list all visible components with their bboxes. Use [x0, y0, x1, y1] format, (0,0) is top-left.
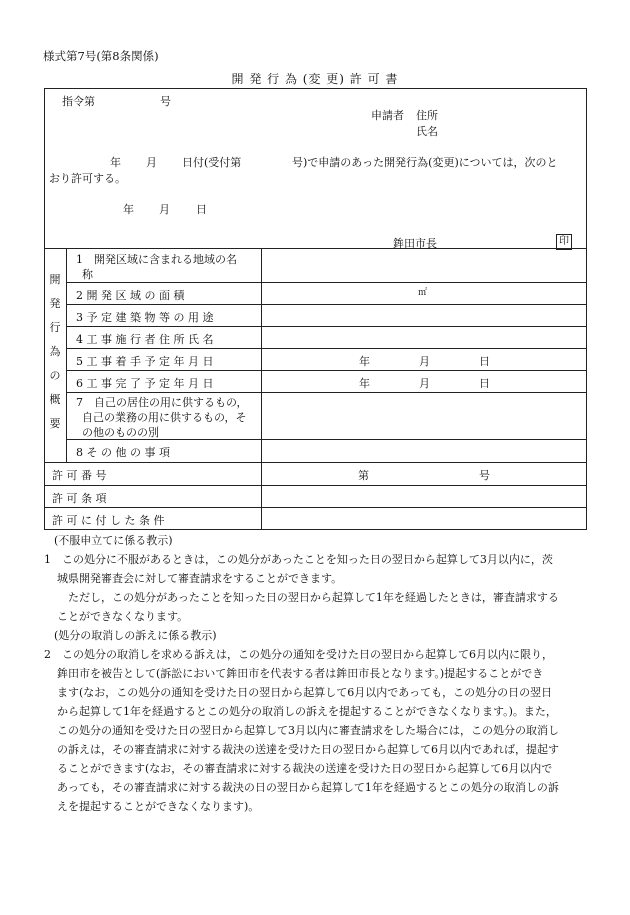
mayor-title: 鉾田市長 — [393, 237, 437, 250]
row3-label: 3 予 定 建 築 物 等 の 用 途 — [76, 311, 214, 324]
permit-number-label: 許 可 番 号 — [52, 469, 107, 482]
note-1-line-a: 1 この処分に不服があるときは，この処分があったことを知った日の翌日から起算して3月以内に，茨 — [44, 553, 553, 566]
area-unit: ㎡ — [418, 288, 428, 298]
note-2-line-g: ることができます(なお，その審査請求に対する裁決の送達を受けた日の翌日から起算して6月以内で — [57, 762, 553, 775]
issue-day: 日 — [196, 203, 207, 216]
overview-char: 概 — [49, 393, 61, 406]
permit-number-prefix: 第 — [358, 469, 369, 482]
name-label: 氏名 — [416, 125, 438, 138]
directive-number-suffix: 号 — [160, 95, 171, 108]
notes-heading-appeal: (不服申立てに係る教示) — [54, 534, 173, 547]
overview-char: 発 — [49, 297, 61, 310]
overview-char: 要 — [49, 417, 61, 430]
row6-day: 日 — [479, 377, 490, 390]
address-label: 住所 — [416, 109, 438, 122]
seal-stamp: 印 — [556, 234, 572, 250]
row4-label: 4 工 事 施 行 者 住 所 氏 名 — [76, 333, 214, 346]
row7-label-cont: 自己の業務の用に供するもの，そ — [82, 411, 247, 424]
row7-label: 7 自己の居住の用に供するもの， — [76, 396, 248, 409]
note-2-line-f: の訴えは，その審査請求に対する裁決の送達を受けた日の翌日から起算して6月以内であれば，提起す — [57, 743, 559, 756]
overview-char: 開 — [49, 273, 61, 286]
note-1-line-b: 城県開発審査会に対して審査請求をすることができます。 — [57, 572, 343, 585]
row5-day: 日 — [479, 355, 490, 368]
row1-label: 1 開発区域に含まれる地域の名 — [76, 253, 237, 266]
note-2-line-b: 鉾田市を被告として(訴訟において鉾田市を代表する者は鉾田市長となります。)提起することができ — [57, 667, 544, 680]
overview-char: 行 — [49, 321, 61, 334]
permit-conditions-label: 許 可 に 付 し た 条 件 — [52, 514, 165, 527]
row6-year: 年 — [359, 377, 370, 390]
note-1-line-c: ただし，この処分があったことを知った日の翌日から起算して1年を経過したときは，審査請求する — [57, 591, 559, 604]
note-2-line-e: この処分の通知を受けた日の翌日から起算して3月以内に審査請求をした場合には，この処分の取消し — [57, 724, 559, 737]
request-month: 月 — [146, 156, 157, 169]
row7-label-cont2: の他のものの別 — [82, 426, 159, 439]
note-2-line-c: ます(なお，この処分の通知を受けた日の翌日から起算して6月以内であっても，この処分の日の翌日 — [57, 686, 553, 699]
request-text: 号)で申請のあった開発行為(変更)については，次のと — [292, 156, 558, 169]
row2-label: 2 開 発 区 域 の 面 積 — [76, 289, 185, 302]
row6-label: 6 工 事 完 了 予 定 年 月 日 — [76, 377, 214, 390]
note-2-line-a: 2 この処分の取消しを求める訴えは，この処分の通知を受けた日の翌日から起算して6月以内に限り， — [44, 648, 553, 661]
overview-char: の — [49, 369, 61, 382]
row6-month: 月 — [419, 377, 430, 390]
request-text-cont: おり許可する。 — [49, 172, 126, 185]
notes-heading-lawsuit: (処分の取消しの訴えに係る教示) — [54, 629, 217, 642]
row1-label-cont: 称 — [82, 268, 93, 281]
note-2-line-h: あっても，その審査請求に対する裁決の日の翌日から起算して1年を経過するとこの処分の取消しの訴 — [57, 781, 559, 794]
issue-month: 月 — [159, 203, 170, 216]
overview-char: 為 — [49, 345, 61, 358]
issue-year: 年 — [123, 203, 134, 216]
row5-month: 月 — [419, 355, 430, 368]
row5-label: 5 工 事 着 手 予 定 年 月 日 — [76, 355, 214, 368]
request-year: 年 — [110, 156, 121, 169]
permit-clause-label: 許 可 条 項 — [52, 492, 107, 505]
directive-label: 指令第 — [62, 95, 95, 108]
row8-label: 8 そ の 他 の 事 項 — [76, 446, 170, 459]
overview-vertical-label — [44, 268, 66, 436]
form-number: 様式第7号(第8条関係) — [43, 49, 159, 63]
row5-year: 年 — [359, 355, 370, 368]
permit-number-suffix: 号 — [479, 469, 490, 482]
applicant-label: 申請者 — [371, 109, 404, 122]
note-1-line-d: ことができなくなります。 — [57, 610, 189, 623]
note-2-line-i: えを提起することができなくなります)。 — [57, 800, 260, 813]
request-date-ref: 日付(受付第 — [182, 156, 242, 169]
note-2-line-d: から起算して1年を経過するとこの処分の取消しの訴えを提起することができなくなります。)。また， — [57, 705, 557, 718]
document-title: 開 発 行 為 (変 更) 許 可 書 — [231, 72, 399, 86]
